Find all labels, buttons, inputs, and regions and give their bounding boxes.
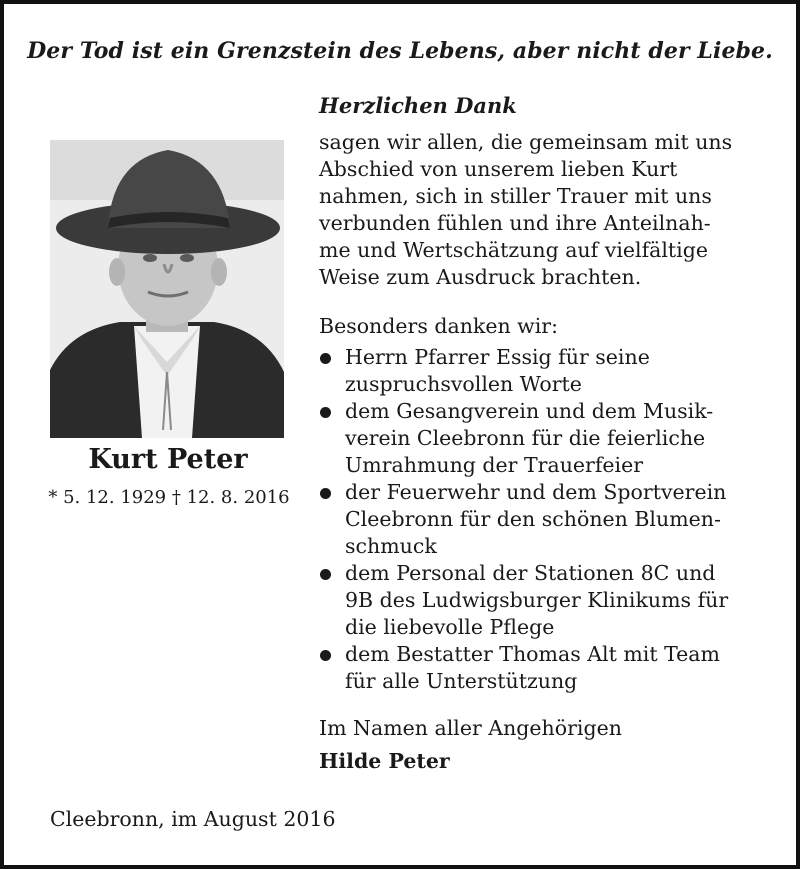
list-item bbox=[319, 344, 779, 398]
list-item-line: Umrahmung der Trauerfeier bbox=[345, 453, 644, 477]
list-item bbox=[319, 479, 779, 560]
place-date: Cleebronn, im August 2016 bbox=[50, 807, 336, 831]
paragraph-line: Abschied von unserem lieben Kurt bbox=[319, 157, 678, 181]
list-item-line: schmuck bbox=[345, 534, 437, 558]
bullet-icon bbox=[320, 650, 331, 661]
list-item-line: dem Personal der Stationen 8C und bbox=[345, 561, 716, 585]
list-item-line: zuspruchsvollen Worte bbox=[345, 372, 582, 396]
list-item-line: der Feuerwehr und dem Sportverein bbox=[345, 480, 727, 504]
bullet-icon bbox=[320, 353, 331, 364]
bullet-icon bbox=[320, 407, 331, 418]
list-item-line: Cleebronn für den schönen Blumen- bbox=[345, 507, 721, 531]
thanks-list bbox=[319, 344, 779, 695]
paragraph-line: sagen wir allen, die gemeinsam mit uns bbox=[319, 130, 733, 154]
list-item-line: dem Gesangverein und dem Musik- bbox=[345, 399, 714, 423]
paragraph-line: nahmen, sich in stiller Trauer mit uns bbox=[319, 184, 712, 208]
list-item-line: die liebevolle Pflege bbox=[345, 615, 555, 639]
life-dates: * 5. 12. 1929 † 12. 8. 2016 bbox=[48, 487, 290, 508]
portrait-illustration bbox=[50, 140, 284, 438]
list-item-line: dem Bestatter Thomas Alt mit Team bbox=[345, 642, 720, 666]
list-item bbox=[319, 560, 779, 641]
list-item-line: Herrn Pfarrer Essig für seine bbox=[345, 345, 650, 369]
signer-name: Hilde Peter bbox=[319, 749, 450, 773]
thanks-heading: Herzlichen Dank bbox=[319, 93, 517, 118]
closing-line: Im Namen aller Angehörigen bbox=[319, 716, 622, 740]
thanks-column bbox=[319, 92, 779, 775]
list-item-line: verein Cleebronn für die feierliche bbox=[345, 426, 706, 450]
list-item-line: 9B des Ludwigsburger Klinikums für bbox=[345, 588, 729, 612]
list-item-line: für alle Unterstützung bbox=[345, 669, 578, 693]
paragraph-line: verbunden fühlen und ihre Anteilnah- bbox=[319, 211, 711, 235]
thanks-paragraph bbox=[319, 129, 779, 291]
deceased-name: Kurt Peter bbox=[88, 444, 248, 475]
special-thanks-intro: Besonders danken wir: bbox=[319, 314, 558, 338]
portrait-photo bbox=[50, 140, 284, 438]
motto-line: Der Tod ist ein Grenzstein des Lebens, aber nicht der Liebe. bbox=[27, 38, 773, 64]
list-item bbox=[319, 641, 779, 695]
paragraph-line: me und Wertschätzung auf vielfältige bbox=[319, 238, 708, 262]
bullet-icon bbox=[320, 569, 331, 580]
paragraph-line: Weise zum Ausdruck brachten. bbox=[319, 265, 642, 289]
list-item bbox=[319, 398, 779, 479]
bullet-icon bbox=[320, 488, 331, 499]
